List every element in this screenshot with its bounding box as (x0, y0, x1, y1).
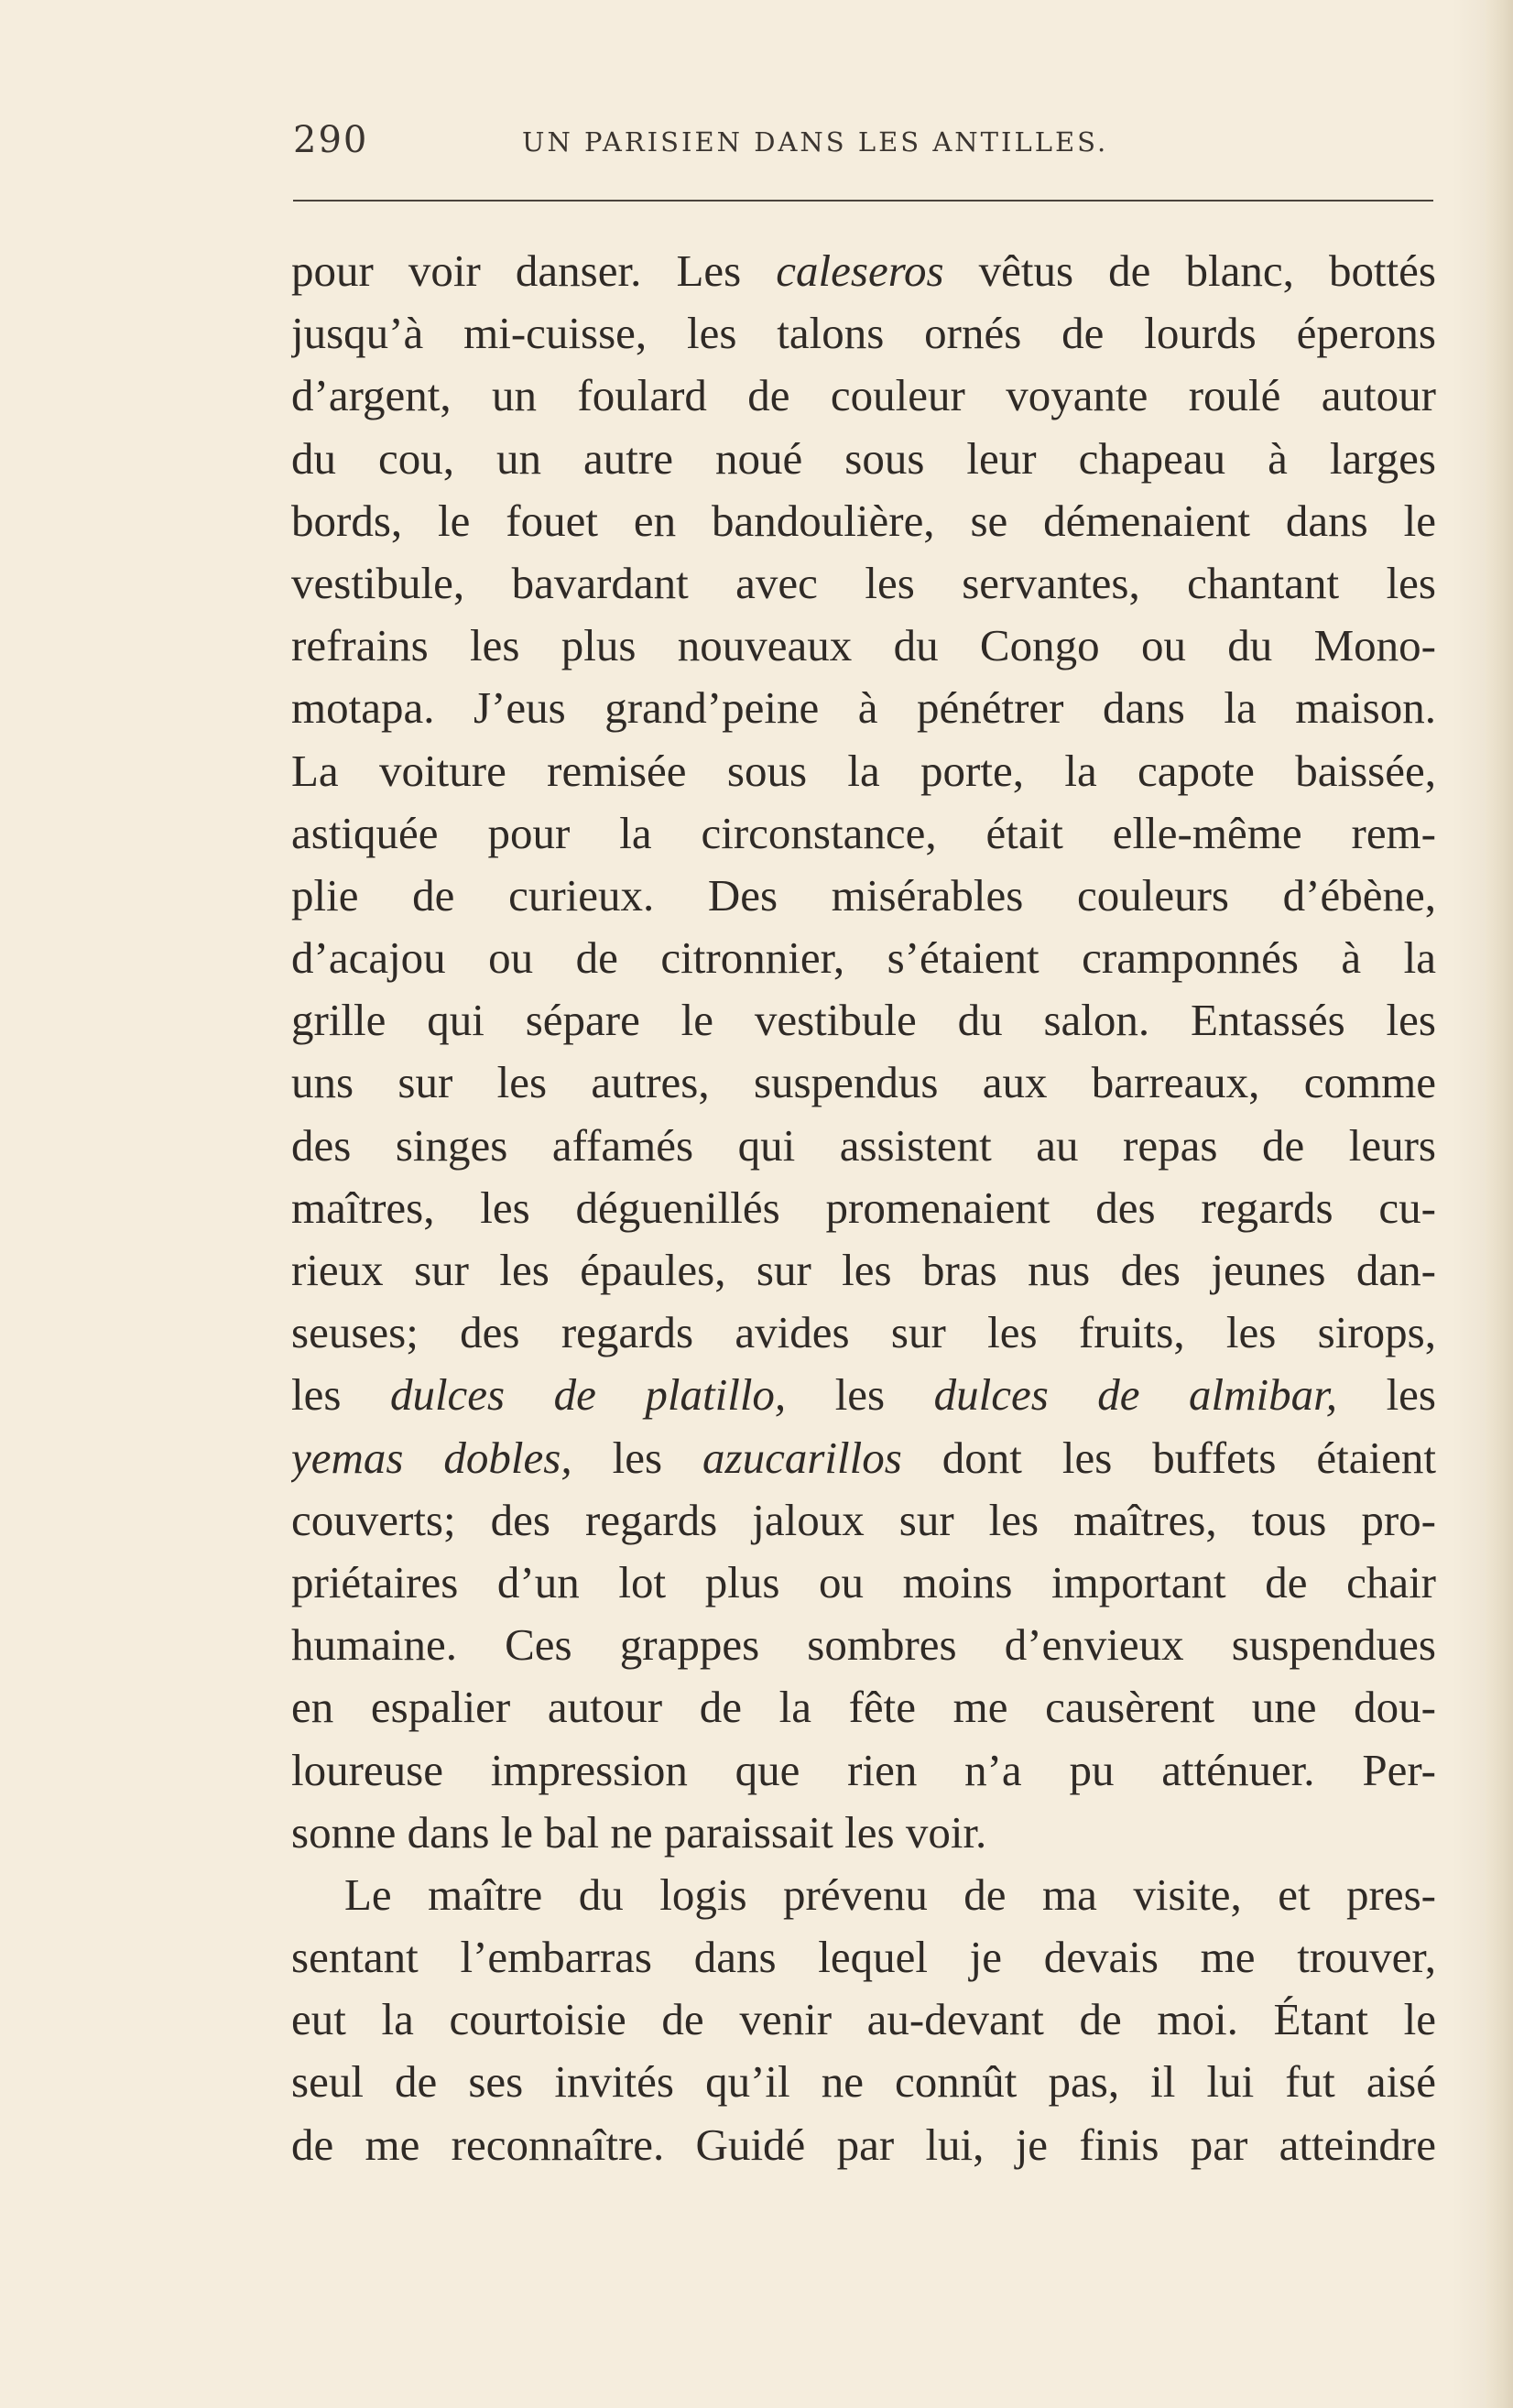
text-line: yemas dobles, les azucarillos dont les buffets étaient (291, 1432, 1436, 1483)
text-line: eut la courtoisie de venir au-devant de moi. Étant le (291, 1994, 1436, 2045)
running-head (293, 119, 1433, 174)
running-title: UN PARISIEN DANS LES ANTILLES. (522, 126, 1109, 158)
text-line: jusqu’à mi-cuisse, les talons ornés de lourds éperons (291, 308, 1436, 359)
text-line: grille qui sépare le vestibule du salon. Entassés les (291, 995, 1436, 1046)
text-line: sonne dans le bal ne paraissait les voir. (291, 1806, 987, 1858)
body-text (291, 240, 1436, 2176)
text-line: maîtres, les déguenillés promenaient des regards cu- (291, 1182, 1436, 1233)
page-number: 290 (293, 119, 369, 161)
text-line: seuses; des regards avides sur les fruits, les sirops, (291, 1307, 1436, 1358)
text-line: plie de curieux. Des misérables couleurs d’ébène, (291, 869, 1436, 921)
text-line: des singes affamés qui assistent au repas de leurs (291, 1119, 1436, 1171)
text-line: pour voir danser. Les caleseros vêtus de blanc, bottés (291, 245, 1436, 296)
text-line: du cou, un autre noué sous leur chapeau à larges (291, 432, 1436, 484)
text-line: humaine. Ces grappes sombres d’envieux suspendues (291, 1619, 1436, 1671)
text-line: vestibule, bavardant avec les servantes, chantant les (291, 557, 1436, 608)
text-line: d’argent, un foulard de couleur voyante roulé autour (291, 370, 1436, 421)
text-line: seul de ses invités qu’il ne connût pas, il lui fut aisé (291, 2056, 1436, 2108)
text-line: sentant l’embarras dans lequel je devais me trouver, (291, 1932, 1436, 1983)
text-line: uns sur les autres, suspendus aux barreaux, comme (291, 1057, 1436, 1108)
text-line: La voiture remisée sous la porte, la capote baissée, (291, 745, 1436, 796)
text-line: en espalier autour de la fête me causèrent une dou- (291, 1682, 1436, 1733)
text-line: rieux sur les épaules, sur les bras nus des jeunes dan- (291, 1245, 1436, 1295)
text-line: les dulces de platillo, les dulces de almibar, les (291, 1369, 1436, 1421)
text-line: couverts; des regards jaloux sur les maîtres, tous pro- (291, 1494, 1436, 1545)
text-line: astiquée pour la circonstance, était elle-même rem- (291, 807, 1436, 858)
text-line: Le maître du logis prévenu de ma visite, et pres- (344, 1869, 1436, 1920)
text-line: refrains les plus nouveaux du Congo ou du Mono- (291, 620, 1436, 671)
page-edge-shadow (1486, 0, 1513, 2408)
text-line: de me reconnaître. Guidé par lui, je finis par atteindre (291, 2119, 1436, 2170)
text-line: motapa. J’eus grand’peine à pénétrer dans la maison. (291, 682, 1436, 734)
text-line: d’acajou ou de citronnier, s’étaient cramponnés à la (291, 932, 1436, 984)
text-line: priétaires d’un lot plus ou moins important de chair (291, 1556, 1436, 1607)
header-rule (293, 200, 1433, 202)
text-line: loureuse impression que rien n’a pu atténuer. Per- (291, 1744, 1436, 1795)
text-line: bords, le fouet en bandoulière, se démenaient dans le (291, 495, 1436, 546)
